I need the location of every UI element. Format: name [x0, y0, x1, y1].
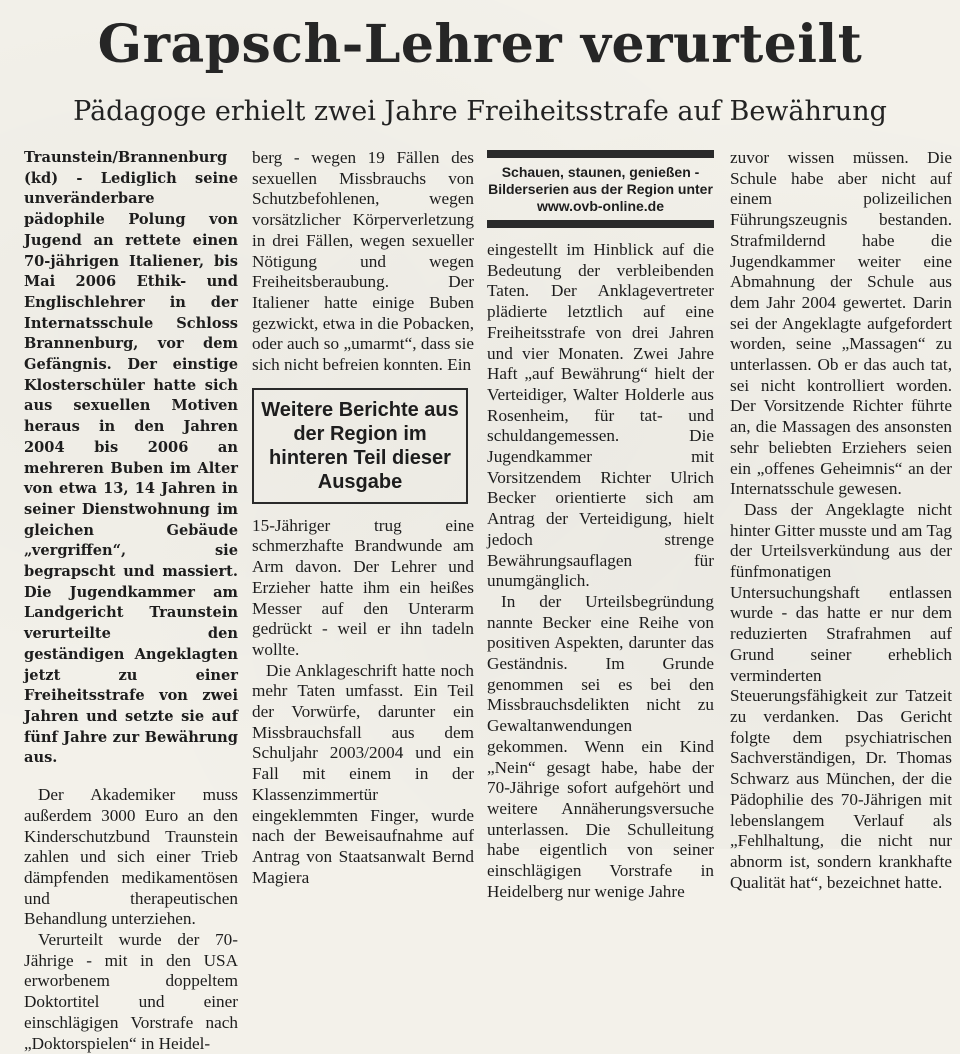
column-2	[252, 148, 474, 887]
article-subheadline: Pädagoge erhielt zwei Jahre Freiheitsstrafe auf Bewährung	[73, 96, 887, 127]
paragraph: eingestellt im Hinblick auf die Bedeutung der verbleibenden Taten. Der Anklagevertreter plädierte letztlich auf eine Freiheitsstrafe von drei Jahren und vier Monaten. Zwei Jahre Haft „auf Bewährung“ hielt der Verteidiger, Walter Holderle aus Rosenheim, für tat- und schuldangemessen. Die Jugendkammer mit Vorsitzendem Richter Ulrich Becker orientierte sich am Antrag der Verteidigung, hielt jedoch strenge Bewährungsauflagen für unumgänglich.	[487, 240, 714, 591]
paragraph: Verurteilt wurde der 70-Jährige - mit in den USA erworbenem doppeltem Doktortitel und einer einschlägigen Vorstrafe nach „Doktorspielen“ in Heidel-	[24, 930, 238, 1053]
paragraph: Der Akademiker muss außerdem 3000 Euro an den Kinderschutzbund Traunstein zahlen und sich einer Trieb dämpfenden medikamentösen und therapeutischen Behandlung unterziehen.	[24, 785, 238, 929]
paragraph: Die Anklageschrift hatte noch mehr Taten umfasst. Ein Teil der Vorwürfe, darunter ein Missbrauchsfall aus dem Schuljahr 2003/2004 und ein Fall mit einem in der Klassenzimmertür eingeklemmten Finger, wurde nach der Beweisaufnahme auf Antrag von Staatsanwalt Bernd Magiera	[252, 660, 474, 887]
paragraph: zuvor wissen müssen. Die Schule habe aber nicht auf einem polizeilichen Führungszeugnis bestanden. Strafmildernd habe die Jugendkammer weiter eine Abmahnung der Schule aus dem Jahr 2004 gewertet. Darin sei der Angeklagte aufgefordert worden, seine „Massagen“ zu unterlassen. Ob er das auch tat, sei nicht kontrolliert worden. Der Vorsitzende Richter führte an, die Massagen des ansonsten sehr beliebten Erziehers seien ein „offenes Geheimnis“ an der Internatsschule gewesen.	[730, 148, 952, 499]
article-lead: Traunstein/Brannenburg (kd) - Lediglich seine unveränderbare pädophile Polung von Jugend an rettete einen 70-jährigen Italiener, bis Mai 2006 Ethik- und Englischlehrer in der Internatsschule Schloss Brannenburg, vor dem Gefängnis. Der einstige Klosterschüler hatte sich aus sexuellen Motiven heraus in den Jahren 2004 bis 2006 an mehreren Buben im Alter von etwa 13, 14 Jahren in seiner Dienstwohnung im gleichen Gebäude „vergriffen“, sie begrapscht und massiert. Die Jugendkammer am Landgericht Traunstein verurteilte den geständigen Angeklagten jetzt zu einer Freiheitsstrafe von zwei Jahren und setzte sie auf fünf Jahre zur Bewährung aus.	[24, 149, 238, 767]
paragraph: 15-Jähriger trug eine schmerzhafte Brandwunde am Arm davon. Der Lehrer und Erzieher hatte ihm ein heißes Messer auf den Unterarm gedrückt - weil er ihn tadeln wollte.	[252, 515, 474, 659]
paragraph: In der Urteilsbegründung nannte Becker eine Reihe von positiven Aspekten, darunter das Geständnis. Im Grunde genommen sei es bei den Missbrauchsdelikten nicht zu Gewaltanwendungen gekommen. Wenn ein Kind „Nein“ gesagt habe, habe der 70-Jährige sofort aufgehört und weitere Annäherungsversuche unterlassen. Die Schulleitung habe eigentlich von seiner einschlägigen Vorstrafe in Heidelberg nur wenige Jahre	[487, 591, 714, 901]
promo-banner	[487, 150, 714, 228]
promo-text: Schauen, staunen, genießen - Bilderserien aus der Region unter	[488, 164, 713, 197]
promo-link[interactable]: www.ovb-online.de	[536, 198, 665, 214]
article-headline: Grapsch-Lehrer verurteilt	[97, 14, 863, 75]
column-3	[487, 148, 714, 901]
info-box: Weitere Berichte aus der Region im hinteren Teil dieser Ausgabe	[252, 388, 468, 504]
paragraph: berg - wegen 19 Fällen des sexuellen Missbrauchs von Schutzbefohlenen, wegen vorsätzlicher Körperverletzung in drei Fällen, wegen sexueller Nötigung und wegen Freiheitsberaubung. Der Italiener hatte einige Buben gezwickt, etwa in die Pobacken, oder auch so „umarmt“, dass sie sich nicht befreien konnten. Ein	[252, 148, 474, 375]
column-1	[24, 148, 238, 1053]
paragraph: Dass der Angeklagte nicht hinter Gitter musste und am Tag der Urteilsverkündung aus der fünfmonatigen Untersuchungshaft entlassen wurde - das hatte er nur dem reduzierten Strafrahmen auf Grund seiner erheblich verminderten Steuerungsfähigkeit zur Tatzeit zu verdanken. Das Gericht folgte dem psychiatrischen Sachverständigen, Dr. Thomas Schwarz aus München, der die Pädophilie des 70-Jährigen mit lebenslangem Verlauf als „Fehlhaltung, die nicht nur abnorm ist, sondern krankhafte Qualität hat“, bezeichnet hatte.	[730, 499, 952, 892]
column-4	[730, 148, 952, 892]
